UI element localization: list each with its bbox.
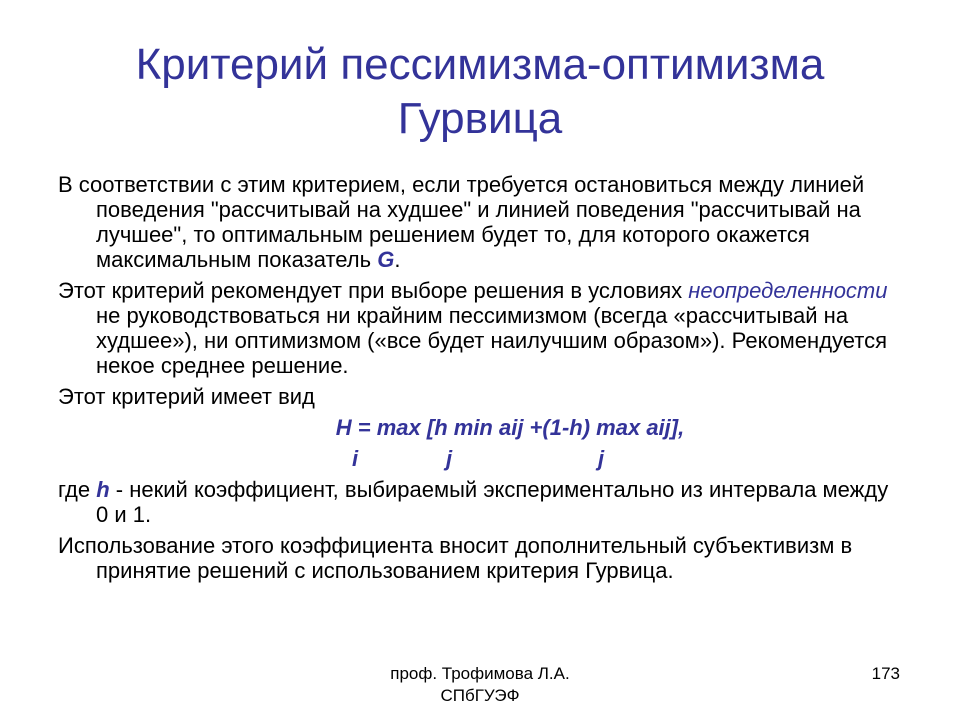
- paragraph-text: В соответствии с этим критерием, если требуется остановиться между линией поведения "рассчитывай на худшее" и линией поведения "рассчитывай на лучшее", то оптимальным решением будет то, для которого окажется максимальным показатель: [58, 172, 865, 272]
- slide-title: [60, 38, 900, 146]
- index-j-min: j: [446, 446, 453, 471]
- paragraph-criterion-definition: [58, 172, 898, 272]
- slide-title-line2: Гурвица: [397, 94, 563, 143]
- coefficient-h: h: [96, 477, 110, 502]
- indicator-g: G: [377, 247, 395, 272]
- slide-title-line1: Критерий пессимизма-оптимизма: [135, 40, 825, 89]
- slide-body: [58, 172, 898, 589]
- footer-author: проф. Трофимова Л.А.: [390, 664, 570, 683]
- footer-institution: СПбГУЭФ: [440, 686, 520, 705]
- index-i: i: [352, 446, 359, 471]
- page-number: 173: [871, 664, 900, 683]
- paragraph-text-end: - некий коэффициент, выбираемый экспериментально из интервала между 0 и 1.: [96, 477, 889, 527]
- paragraph-recommendation: [58, 278, 898, 378]
- paragraph-form-intro: Этот критерий имеет вид: [58, 384, 315, 409]
- paragraph-subjectivism: Использование этого коэффициента вносит дополнительный субъективизм в принятие решений с использованием критерия Гурвица.: [58, 533, 853, 583]
- paragraph-coefficient: [58, 477, 898, 527]
- uncertainty-term: неопределенности: [688, 278, 888, 303]
- paragraph-text: где: [58, 477, 97, 502]
- index-j-max: j: [598, 446, 605, 471]
- paragraph-text: Этот критерий рекомендует при выборе решения в условиях: [58, 278, 689, 303]
- paragraph-text-end: .: [394, 247, 401, 272]
- formula-indices: [58, 446, 898, 471]
- paragraph-text-end: не руководствоваться ни крайним пессимизмом (всегда «рассчитывай на худшее»), ни оптимизмом («все будет наилучшим образом»). Рекомендуется некое среднее решение.: [96, 303, 888, 378]
- slide-footer: [330, 663, 630, 707]
- hurwicz-formula: H = max [h min aij +(1-h) max aij],: [335, 415, 685, 440]
